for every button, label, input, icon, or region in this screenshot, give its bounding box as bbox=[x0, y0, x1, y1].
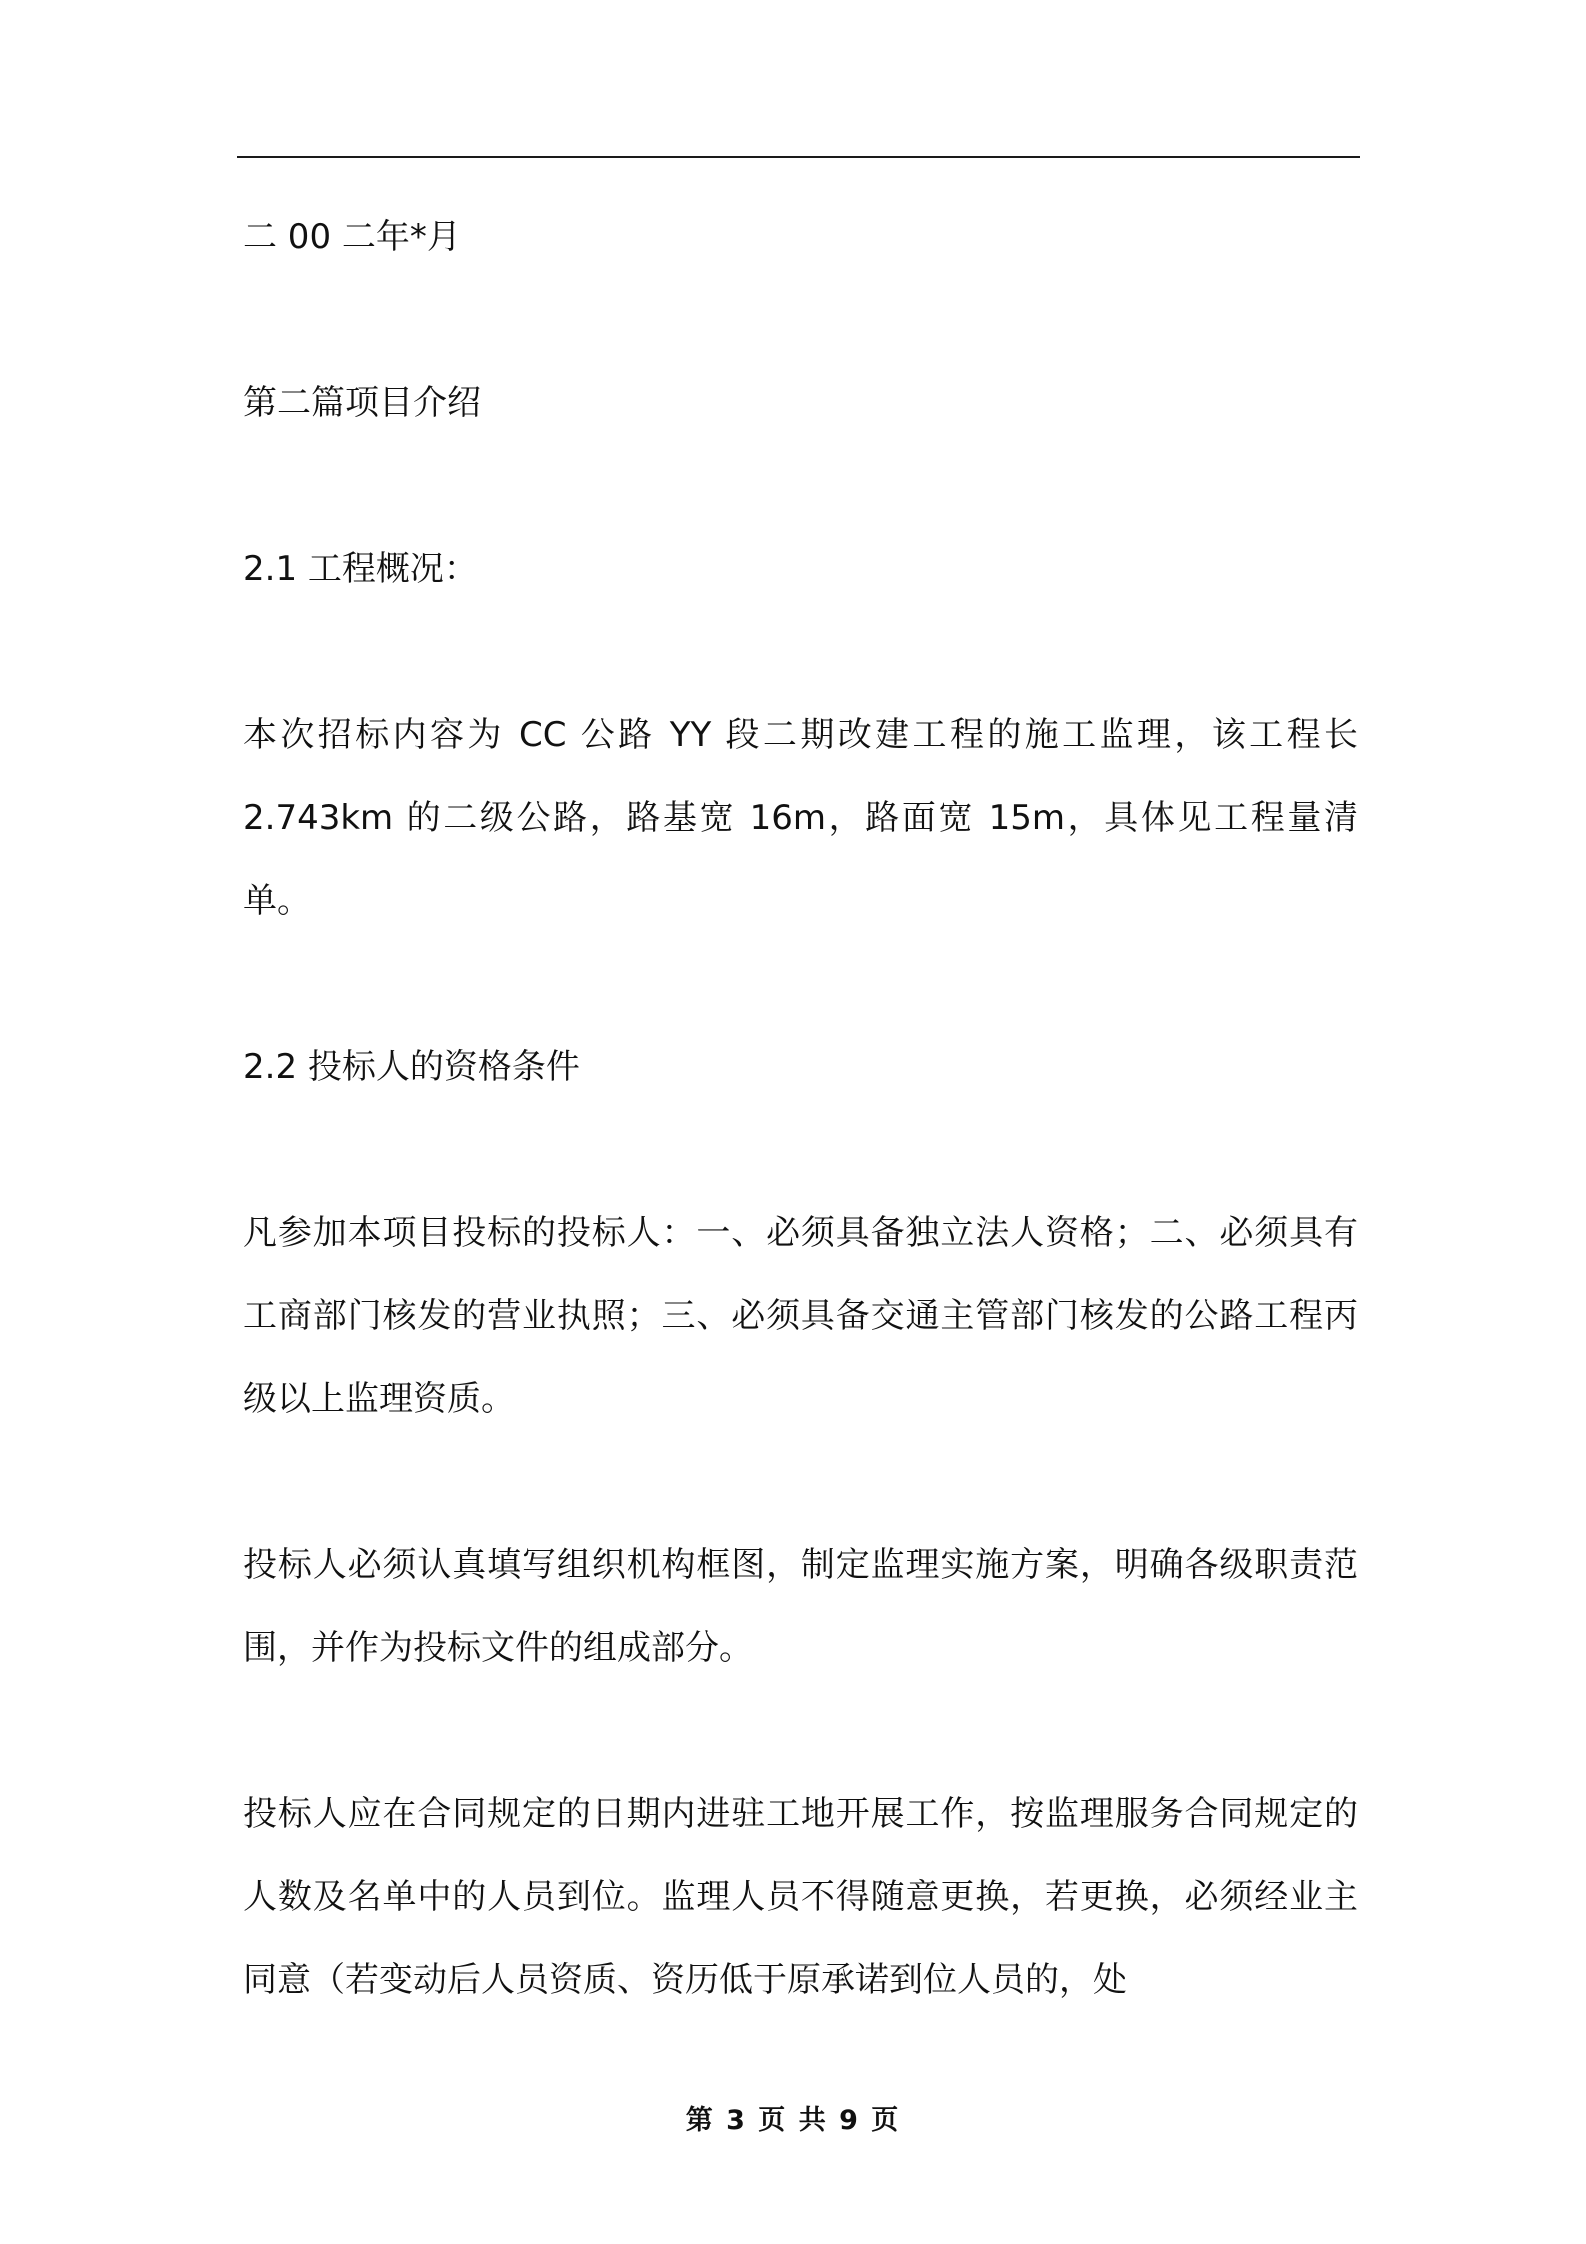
page-number: 第 3 页 共 9 页 bbox=[685, 2105, 901, 2136]
section-heading-2-1: 2.1 工程概况： bbox=[243, 549, 478, 589]
paragraph-staffing: 投标人应在合同规定的日期内进驻工地开展工作，按监理服务合同规定的人数及名单中的人员到位。监理人员不得随意更换，若更换，必须经业主同意（若变动后人员资质、资历低于原承诺到位人员的，处 bbox=[243, 1794, 1358, 2000]
paragraph-project-overview: 本次招标内容为 CC 公路 YY 段二期改建工程的施工监理，该工程长 2.743km 的二级公路，路基宽 16m，路面宽 15m，具体见工程量清单。 bbox=[243, 715, 1358, 921]
date-line: 二 00 二年*月 bbox=[243, 217, 461, 257]
section-heading-2-2: 2.2 投标人的资格条件 bbox=[243, 1047, 580, 1087]
document-body bbox=[243, 196, 1358, 2022]
chapter-heading: 第二篇项目介绍 bbox=[243, 383, 481, 423]
paragraph-organization-chart: 投标人必须认真填写组织机构框图，制定监理实施方案，明确各级职责范围，并作为投标文件的组成部分。 bbox=[243, 1545, 1358, 1668]
header-rule bbox=[237, 156, 1360, 158]
paragraph-qualifications: 凡参加本项目投标的投标人：一、必须具备独立法人资格；二、必须具有工商部门核发的营业执照；三、必须具备交通主管部门核发的公路工程丙级以上监理资质。 bbox=[243, 1213, 1358, 1419]
